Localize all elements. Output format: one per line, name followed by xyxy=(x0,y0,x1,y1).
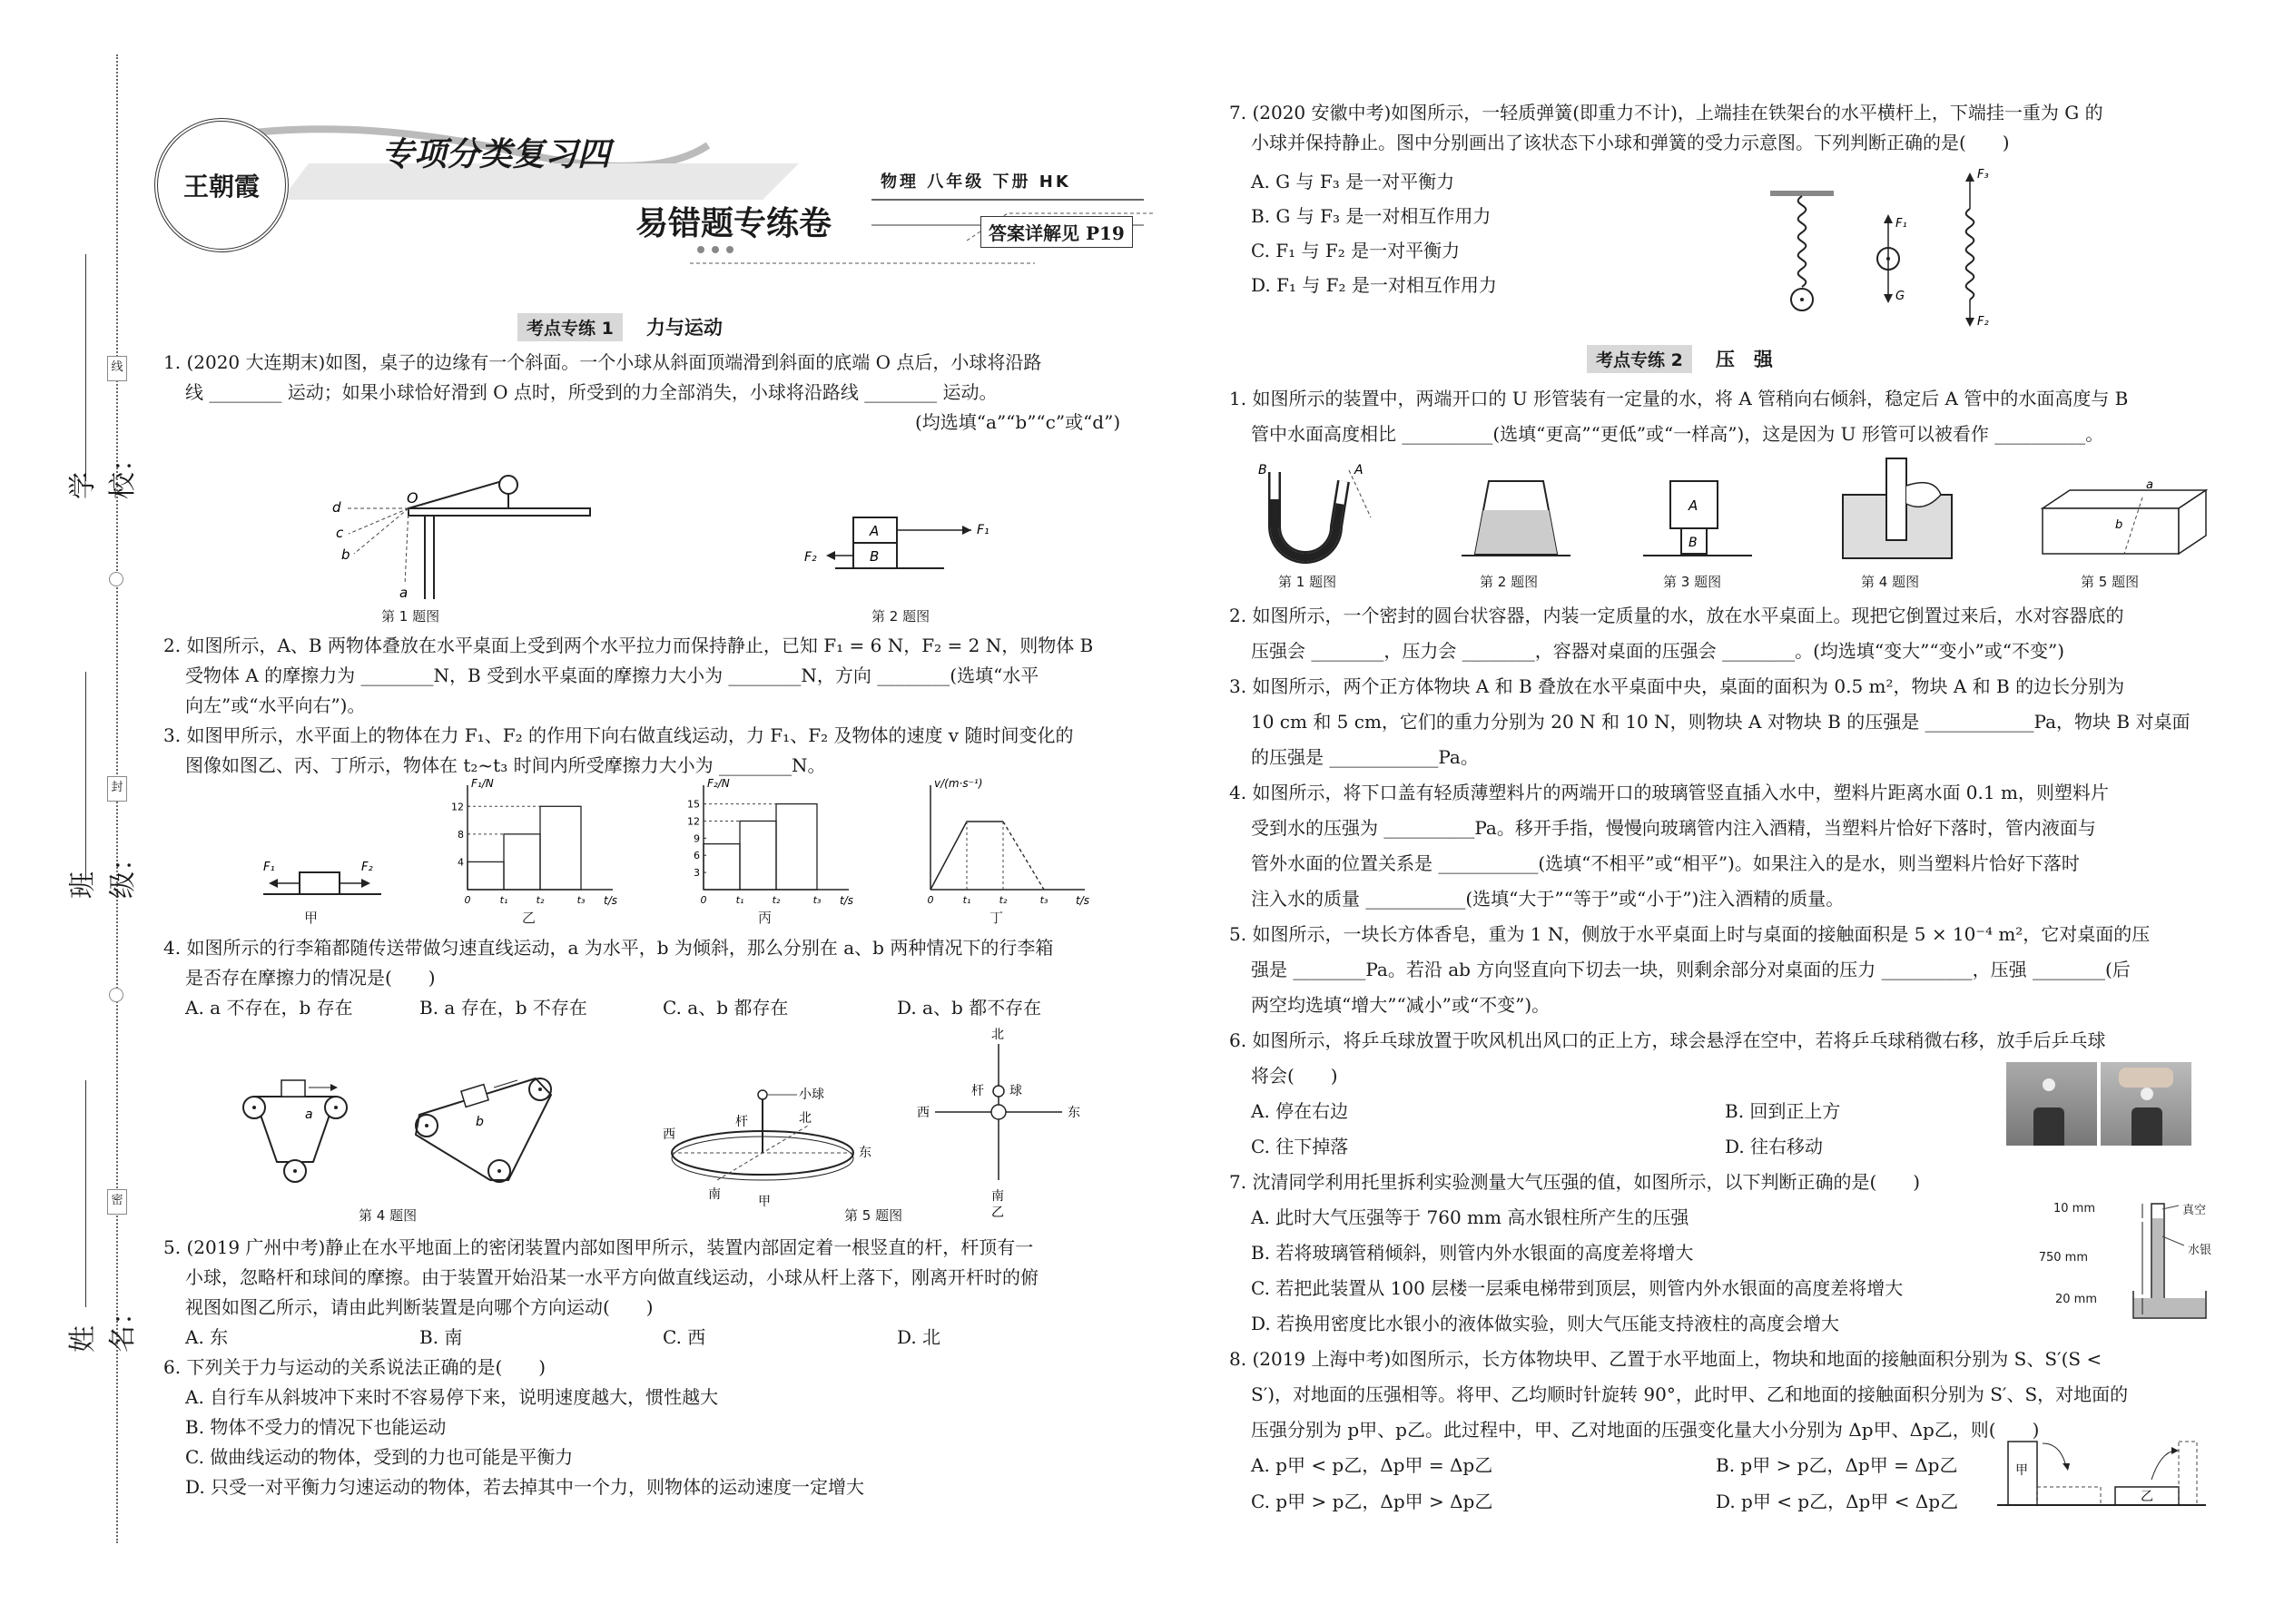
svg-text:b: b xyxy=(2115,518,2123,532)
name-field[interactable] xyxy=(64,1080,139,1389)
svg-text:北: 北 xyxy=(991,1028,1004,1042)
svg-text:a: a xyxy=(305,1107,313,1122)
section-tag: 考点专练 2 xyxy=(1587,345,1692,373)
svg-text:A: A xyxy=(870,523,880,539)
q5-option-c[interactable]: C. 西 xyxy=(663,1326,706,1348)
x-tick-label: 0 xyxy=(927,894,934,906)
svg-text:A: A xyxy=(1354,463,1364,477)
subject-info: 物理 八年级 下册 HK xyxy=(881,172,1071,192)
r-p6-option-c[interactable]: C. 往下掉落 xyxy=(1251,1136,1349,1157)
svg-text:B: B xyxy=(870,548,880,565)
x-tick-label: 0 xyxy=(700,894,707,906)
step-bar xyxy=(704,844,740,890)
r-p4-line-4: 注入水的质量 ___________(选填“大于”“等于”或“小于”)注入酒精的质量。 xyxy=(1251,888,1845,910)
svg-text:B: B xyxy=(1258,463,1267,477)
svg-text:东: 东 xyxy=(1068,1106,1080,1120)
chart-velocity-time xyxy=(903,772,1103,908)
q5-option-d[interactable]: D. 北 xyxy=(897,1326,941,1348)
p-figure-4-caption: 第 4 题图 xyxy=(1861,574,1920,590)
r-p4-line-1: 4. 如图所示，将下口盖有轻质薄塑料片的两端开口的玻璃管竖直插入水中，塑料片距离水面 0.1 m，则塑料片 xyxy=(1229,782,2109,803)
y-axis-label: v/(m·s⁻¹) xyxy=(934,777,983,790)
decor-dot xyxy=(109,572,123,586)
svg-text:乙: 乙 xyxy=(991,1206,1004,1220)
label-yi: 乙 xyxy=(522,910,537,926)
r-p6-line-2: 将会( ) xyxy=(1251,1065,1338,1087)
r-p1-line-2: 管中水面高度相比 __________(选填“更高”“更低”或“一样高”)，这是因为 U 形管可以被看作 __________。 xyxy=(1251,423,2104,445)
figure-p5-soap xyxy=(2033,472,2215,572)
figure-q1-table-slope xyxy=(327,472,599,608)
svg-text:南: 南 xyxy=(708,1187,721,1202)
r-p8-line-3: 压强分别为 p甲、p乙。此过程中，甲、乙对地面的压强变化量大小分别为 Δp甲、Δp乙，则( ) xyxy=(1251,1419,2040,1441)
header xyxy=(145,91,1162,272)
photo-hairdryer-2 xyxy=(2101,1062,2191,1146)
svg-text:B: B xyxy=(1689,536,1698,550)
q1-line-2: 线 ________ 运动；如果小球恰好滑到 O 点时，所受到的力全部消失，小球将沿路线 ________ 运动。 xyxy=(185,381,998,403)
section-tag: 考点专练 1 xyxy=(517,313,623,341)
label-10mm: 10 mm xyxy=(2053,1202,2095,1216)
page-subtitle: 易错题专练卷 xyxy=(635,205,832,242)
x-tick-label: t₃ xyxy=(1039,894,1049,906)
step-bar xyxy=(740,821,776,890)
x-tick-label: t₂ xyxy=(772,894,781,906)
q5-line-2: 小球，忽略杆和球间的摩擦。由于装置开始沿某一水平方向做直线运动，小球从杆上落下，刚离开杆时的俯 xyxy=(185,1266,1039,1288)
q4-option-a[interactable]: A. a 不存在，b 存在 xyxy=(185,997,353,1019)
svg-text:d: d xyxy=(332,499,341,516)
chart-f1-time xyxy=(440,772,622,908)
r-p4-line-3: 管外水面的位置关系是 ___________(选填“不相平”或“相平”)。如果注入的是水，则当塑料片恰好下落时 xyxy=(1251,852,2080,874)
figure-p1-u-tube xyxy=(1253,463,1380,563)
p8-yi-label: 乙 xyxy=(2141,1490,2153,1504)
section-force-motion xyxy=(517,313,723,340)
svg-text:小球: 小球 xyxy=(799,1088,824,1102)
svg-text:杆: 杆 xyxy=(971,1084,984,1098)
dryer xyxy=(2033,1107,2064,1146)
label-bing: 丙 xyxy=(758,910,773,926)
figure-q4-conveyors xyxy=(227,1071,608,1198)
seal-mark: 密 xyxy=(107,1189,127,1215)
r-p6-option-a[interactable]: A. 停在右边 xyxy=(1251,1100,1349,1122)
svg-text:球: 球 xyxy=(1009,1084,1022,1098)
x-tick-label: t₂ xyxy=(536,894,545,906)
photo-hairdryer-1 xyxy=(2006,1062,2097,1146)
school-label: 学校： xyxy=(67,445,139,499)
figure-p4-tube-water xyxy=(1834,458,1961,567)
dryer xyxy=(2132,1107,2162,1146)
r-p5-line-1: 5. 如图所示，一块长方体香皂，重为 1 N，侧放于水平桌面上时与桌面的接触面积是 5 × 10⁻⁴ m²，它对桌面的压 xyxy=(1229,923,2151,945)
r-p2-line-2: 压强会 ________，压力会 ________，容器对桌面的压强会 ________。(均选填“变大”“变小”或“不变”) xyxy=(1251,640,2065,662)
svg-text:a: a xyxy=(2146,478,2153,492)
chart-f2-time xyxy=(676,772,858,908)
section-title: 力与运动 xyxy=(645,317,723,339)
q6-option-a[interactable]: A. 自行车从斜坡冲下来时不容易停下来，说明速度越大，惯性越大 xyxy=(185,1386,719,1408)
q6-option-d[interactable]: D. 只受一对平衡力匀速运动的物体，若去掉其中一个力，则物体的运动速度一定增大 xyxy=(185,1476,865,1498)
r-p7-line-1: 7. 沈清同学利用托里拆利实验测量大气压强的值，如图所示，以下判断正确的是( ) xyxy=(1229,1171,1921,1193)
q4-line-1: 4. 如图所示的行李箱都随传送带做匀速直线运动，a 为水平，b 为倾斜，那么分别在 a、b 两种情况下的行李箱 xyxy=(163,937,1054,959)
y-tick-label: 6 xyxy=(694,850,700,862)
x-axis-label: t/s xyxy=(840,894,853,907)
p-figure-3-caption: 第 3 题图 xyxy=(1663,574,1722,590)
q2-line-3: 向左”或“水平向右”)。 xyxy=(185,694,366,716)
section-title: 压 强 xyxy=(1715,349,1773,370)
figure-5-caption: 第 5 题图 xyxy=(844,1207,903,1224)
r-p8-option-d[interactable]: D. p甲 < p乙，Δp甲 < Δp乙 xyxy=(1716,1491,1959,1512)
p-figure-1-caption: 第 1 题图 xyxy=(1278,574,1337,590)
q5-option-b[interactable]: B. 南 xyxy=(419,1326,463,1348)
q4-option-d[interactable]: D. a、b 都不存在 xyxy=(897,997,1042,1019)
p-figure-2-caption: 第 2 题图 xyxy=(1480,574,1539,590)
r-p7-option-a[interactable]: A. 此时大气压强等于 760 mm 高水银柱所产生的压强 xyxy=(1251,1206,1689,1228)
r-p7-option-d[interactable]: D. 若换用密度比水银小的液体做实验，则大气压能支持液柱的高度会增大 xyxy=(1251,1313,1840,1334)
r-p3-line-1: 3. 如图所示，两个正方体物块 A 和 B 叠放在水平桌面中央，桌面的面积为 0.5 m²，物块 A 和 B 的边长分别为 xyxy=(1229,675,2125,697)
p8-jia-label: 甲 xyxy=(2015,1463,2028,1478)
svg-text:杆: 杆 xyxy=(735,1115,748,1129)
y-axis-label: F₂/N xyxy=(707,777,730,790)
step-bar xyxy=(540,806,581,890)
x-tick-label: t₂ xyxy=(999,894,1008,906)
school-field[interactable] xyxy=(64,254,139,563)
q6-line-1: 6. 下列关于力与运动的关系说法正确的是( ) xyxy=(163,1356,546,1378)
q1-line-1: 1. (2020 大连期末)如图，桌子的边缘有一个斜面。一个小球从斜面顶端滑到斜面的底端 O 点后，小球将沿路 xyxy=(163,351,1042,373)
svg-text:c: c xyxy=(336,525,344,541)
logo xyxy=(154,118,289,252)
r-p5-line-3: 两空均选填“增大”“减小”或“不变”)。 xyxy=(1251,994,1551,1016)
svg-text:b: b xyxy=(341,546,350,563)
y-tick-label: 12 xyxy=(687,815,700,828)
r-p7-option-c[interactable]: C. 若把此装置从 100 层楼一层乘电梯带到顶层，则管内外水银面的高度差将增大 xyxy=(1251,1277,1904,1299)
figure-4-caption: 第 4 题图 xyxy=(359,1207,418,1224)
x-tick-label: t₁ xyxy=(735,894,744,906)
name-underline xyxy=(85,1080,86,1307)
answer-reference: 答案详解见 P19 xyxy=(980,216,1133,248)
q6-option-b[interactable]: B. 物体不受力的情况下也能运动 xyxy=(185,1416,447,1438)
svg-text:甲: 甲 xyxy=(758,1195,771,1209)
step-bar xyxy=(776,804,817,890)
figure-p3-cubes xyxy=(1643,472,1752,572)
ball xyxy=(2141,1088,2153,1100)
name-label: 姓名： xyxy=(67,1298,139,1353)
hand xyxy=(2119,1068,2173,1088)
x-tick-label: t₁ xyxy=(499,894,508,906)
figure-p7-torricelli xyxy=(2106,1200,2242,1327)
svg-text:F₂: F₂ xyxy=(361,861,373,874)
ball xyxy=(2043,1078,2055,1091)
svg-text:西: 西 xyxy=(663,1127,675,1142)
svg-text:O: O xyxy=(407,489,418,507)
svg-text:西: 西 xyxy=(917,1106,930,1120)
x-axis-label: t/s xyxy=(604,894,617,907)
svg-text:G: G xyxy=(1895,290,1905,303)
q2-line-2: 受物体 A 的摩擦力为 ________N，B 受到水平桌面的摩擦力大小为 ________N，方向 ________(选填“水平 xyxy=(185,664,1039,686)
step-bar xyxy=(504,834,540,890)
label-750mm: 750 mm xyxy=(2038,1251,2088,1265)
svg-text:F₃: F₃ xyxy=(1977,168,1989,182)
step-bar xyxy=(468,861,504,890)
x-tick-label: t₃ xyxy=(812,894,822,906)
r-q7-line-1: 7. (2020 安徽中考)如图所示，一轻质弹簧(即重力不计)，上端挂在铁架台的水平横杆上，下端挂一重为 G 的 xyxy=(1229,102,2103,123)
y-tick-label: 15 xyxy=(687,798,700,811)
section-pressure xyxy=(1587,345,1773,372)
svg-text:a: a xyxy=(399,585,409,601)
class-label: 班级： xyxy=(67,844,139,899)
figure-q7-spring xyxy=(1752,163,2061,336)
svg-text:南: 南 xyxy=(991,1189,1004,1204)
x-tick-label: 0 xyxy=(464,894,471,906)
r-p4-line-2: 受到水的压强为 __________Pa。移开手指，慢慢向玻璃管内注入酒精，当塑料片恰好下落时，管内液面与 xyxy=(1251,817,2096,839)
r-q7-option-b[interactable]: B. G 与 F₃ 是一对相互作用力 xyxy=(1251,205,1492,227)
svg-text:b: b xyxy=(476,1115,484,1129)
r-p6-option-d[interactable]: D. 往右移动 xyxy=(1725,1136,1824,1157)
r-p1-line-1: 1. 如图所示的装置中，两端开口的 U 形管装有一定量的水，将 A 管稍向右倾斜，稳定后 A 管中的水面高度与 B xyxy=(1229,388,2129,409)
p-figure-5-caption: 第 5 题图 xyxy=(2081,574,2140,590)
label-jia: 甲 xyxy=(304,910,319,926)
label-vacuum: 真空 xyxy=(2182,1204,2207,1217)
q2-line-1: 2. 如图所示，A、B 两物体叠放在水平桌面上受到两个水平拉力而保持静止，已知 F₁ = 6 N，F₂ = 2 N，则物体 B xyxy=(163,635,1094,656)
r-p3-line-2: 10 cm 和 5 cm，它们的重力分别为 20 N 和 10 N，则物块 A 对物块 B 的压强是 ____________Pa，物块 B 对桌面 xyxy=(1251,711,2191,733)
class-field[interactable] xyxy=(64,672,139,980)
seal-mark: 线 xyxy=(107,356,127,381)
r-p8-option-c[interactable]: C. p甲 > p乙，Δp甲 > Δp乙 xyxy=(1251,1491,1493,1512)
label-mercury: 水银 xyxy=(2188,1244,2212,1257)
velocity-decrease xyxy=(1003,822,1044,890)
svg-text:F₁: F₁ xyxy=(1895,217,1907,231)
q5-option-a[interactable]: A. 东 xyxy=(185,1326,229,1348)
q5-line-1: 5. (2019 广州中考)静止在水平地面上的密闭装置内部如图甲所示，装置内部固定着一根竖直的杆，杆顶有一 xyxy=(163,1236,1034,1258)
y-axis-label: F₁/N xyxy=(471,777,494,790)
r-p7-option-b[interactable]: B. 若将玻璃管稍倾斜，则管内外水银面的高度差将增大 xyxy=(1251,1242,1694,1264)
r-q7-option-a[interactable]: A. G 与 F₃ 是一对平衡力 xyxy=(1251,171,1455,192)
svg-text:北: 北 xyxy=(799,1111,812,1126)
seal-mark: 封 xyxy=(107,776,127,802)
q4-option-c[interactable]: C. a、b 都存在 xyxy=(663,997,789,1019)
q4-line-2: 是否存在摩擦力的情况是( ) xyxy=(185,967,436,989)
r-p8-line-2: S′)，对地面的压强相等。将甲、乙均顺时针旋转 90°，此时甲、乙和地面的接触面积分别为 S′、S，对地面的 xyxy=(1251,1383,2129,1405)
q6-option-c[interactable]: C. 做曲线运动的物体，受到的力也可能是平衡力 xyxy=(185,1446,574,1468)
r-q7-option-c[interactable]: C. F₁ 与 F₂ 是一对平衡力 xyxy=(1251,240,1461,261)
r-p6-option-b[interactable]: B. 回到正上方 xyxy=(1725,1100,1841,1122)
decor-dot xyxy=(109,988,123,1002)
y-tick-label: 9 xyxy=(694,832,700,845)
r-p3-line-3: 的压强是 ____________Pa。 xyxy=(1251,746,1479,768)
svg-text:F₂: F₂ xyxy=(804,550,817,565)
q3-line-1: 3. 如图甲所示，水平面上的物体在力 F₁、F₂ 的作用下向右做直线运动，力 F₁、F₂ 及物体的速度 v 随时间变化的 xyxy=(163,724,1074,746)
r-p8-line-1: 8. (2019 上海中考)如图所示，长方体物块甲、乙置于水平地面上，物块和地面的接触面积分别为 S、S′(S < xyxy=(1229,1348,2102,1370)
y-tick-label: 12 xyxy=(451,801,464,813)
r-q7-option-d[interactable]: D. F₁ 与 F₂ 是一对相互作用力 xyxy=(1251,274,1497,296)
page-title: 专项分类复习四 xyxy=(381,136,611,173)
r-p6-line-1: 6. 如图所示，将乒乓球放置于吹风机出风口的正上方，球会悬浮在空中，若将乒乓球稍微右移，放手后乒乓球 xyxy=(1229,1029,2106,1051)
r-p8-option-a[interactable]: A. p甲 < p乙，Δp甲 = Δp乙 xyxy=(1251,1454,1493,1476)
r-p8-option-b[interactable]: B. p甲 > p乙，Δp甲 = Δp乙 xyxy=(1716,1454,1958,1476)
svg-text:F₂: F₂ xyxy=(1977,315,1989,329)
q4-option-b[interactable]: B. a 存在，b 不存在 xyxy=(419,997,587,1019)
label-ding: 丁 xyxy=(989,910,1004,926)
figure-q2-blocks xyxy=(799,508,1035,599)
figure-1-caption: 第 1 题图 xyxy=(381,608,440,625)
svg-text:A: A xyxy=(1689,497,1698,514)
q5-line-3: 视图如图乙所示，请由此判断装置是向哪个方向运动( ) xyxy=(185,1296,654,1318)
figure-p8-blocks xyxy=(1997,1434,2206,1516)
x-tick-label: t₃ xyxy=(576,894,586,906)
y-tick-label: 4 xyxy=(458,856,464,869)
q3-line-2: 图像如图乙、丙、丁所示，物体在 t₂~t₃ 时间内所受摩擦力大小为 ________N。 xyxy=(185,754,826,776)
logo-text: 王朝霞 xyxy=(182,172,260,202)
svg-text:F₁: F₁ xyxy=(263,861,275,874)
label-20mm: 20 mm xyxy=(2054,1293,2097,1306)
r-p5-line-2: 强是 ________Pa。若沿 ab 方向竖直向下切去一块，则剩余部分对桌面的压力 __________，压强 ________(后 xyxy=(1251,959,2131,980)
r-q7-line-2: 小球并保持静止。图中分别画出了该状态下小球和弹簧的受力示意图。下列判断正确的是( ) xyxy=(1251,132,2010,153)
figure-2-caption: 第 2 题图 xyxy=(871,608,930,625)
svg-text:东: 东 xyxy=(859,1146,871,1160)
x-tick-label: t₁ xyxy=(962,894,971,906)
figure-p2-container xyxy=(1462,472,1570,572)
q1-note: (均选填“a”“b”“c”或“d”) xyxy=(915,411,1121,433)
y-tick-label: 8 xyxy=(458,828,464,841)
y-tick-label: 3 xyxy=(694,867,700,880)
r-p2-line-1: 2. 如图所示，一个密封的圆台状容器，内装一定质量的水，放在水平桌面上。现把它倒置过来后，水对容器底的 xyxy=(1229,605,2124,626)
x-axis-label: t/s xyxy=(1076,894,1089,907)
svg-text:F₁: F₁ xyxy=(977,523,989,537)
figure-q3-block-forces xyxy=(254,858,399,912)
